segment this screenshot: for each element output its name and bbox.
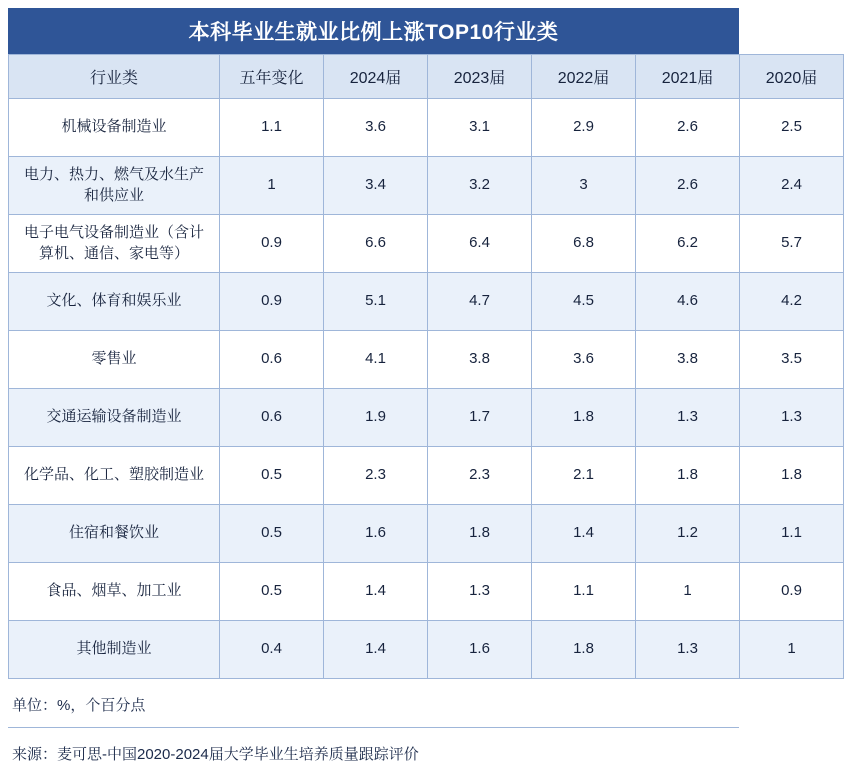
cell-2022: 6.8 — [532, 215, 636, 273]
cell-2022: 3 — [532, 157, 636, 215]
cell-2021: 1.2 — [636, 505, 740, 563]
column-header-2024: 2024届 — [324, 55, 428, 99]
cell-2022: 1.8 — [532, 621, 636, 679]
column-header-five-year-change: 五年变化 — [220, 55, 324, 99]
cell-five-year-change: 0.5 — [220, 505, 324, 563]
table-body — [9, 99, 844, 679]
cell-2024: 5.1 — [324, 273, 428, 331]
cell-five-year-change: 0.9 — [220, 215, 324, 273]
table-row — [9, 447, 844, 505]
cell-2020: 5.7 — [740, 215, 844, 273]
table-header — [9, 55, 844, 99]
cell-2023: 3.8 — [428, 331, 532, 389]
cell-2024: 3.6 — [324, 99, 428, 157]
data-table — [8, 54, 844, 679]
cell-2024: 1.9 — [324, 389, 428, 447]
cell-2023: 3.2 — [428, 157, 532, 215]
cell-2023: 4.7 — [428, 273, 532, 331]
cell-five-year-change: 1 — [220, 157, 324, 215]
cell-2020: 1.8 — [740, 447, 844, 505]
table-row — [9, 99, 844, 157]
table-row — [9, 331, 844, 389]
cell-2020: 0.9 — [740, 563, 844, 621]
cell-2020: 1 — [740, 621, 844, 679]
cell-2022: 2.1 — [532, 447, 636, 505]
cell-2020: 3.5 — [740, 331, 844, 389]
column-header-industry: 行业类 — [9, 55, 220, 99]
row-label: 机械设备制造业 — [9, 99, 220, 157]
table-row — [9, 505, 844, 563]
cell-2020: 4.2 — [740, 273, 844, 331]
cell-five-year-change: 1.1 — [220, 99, 324, 157]
row-label: 其他制造业 — [9, 621, 220, 679]
cell-2021: 4.6 — [636, 273, 740, 331]
cell-2023: 6.4 — [428, 215, 532, 273]
column-header-2020: 2020届 — [740, 55, 844, 99]
cell-five-year-change: 0.5 — [220, 563, 324, 621]
table-row — [9, 157, 844, 215]
cell-2020: 1.1 — [740, 505, 844, 563]
cell-five-year-change: 0.4 — [220, 621, 324, 679]
cell-five-year-change: 0.6 — [220, 389, 324, 447]
cell-2021: 2.6 — [636, 99, 740, 157]
source-note: 来源：麦可思-中国2020-2024届大学毕业生培养质量跟踪评价 — [8, 728, 739, 764]
unit-note: 单位：%，个百分点 — [8, 679, 739, 715]
cell-2023: 1.6 — [428, 621, 532, 679]
column-header-2021: 2021届 — [636, 55, 740, 99]
row-label: 住宿和餐饮业 — [9, 505, 220, 563]
cell-2022: 1.8 — [532, 389, 636, 447]
cell-2022: 1.4 — [532, 505, 636, 563]
cell-2023: 1.8 — [428, 505, 532, 563]
cell-2021: 1.3 — [636, 389, 740, 447]
cell-2021: 3.8 — [636, 331, 740, 389]
cell-2021: 6.2 — [636, 215, 740, 273]
cell-2020: 2.5 — [740, 99, 844, 157]
cell-2022: 1.1 — [532, 563, 636, 621]
cell-2022: 2.9 — [532, 99, 636, 157]
cell-five-year-change: 0.9 — [220, 273, 324, 331]
cell-2023: 1.3 — [428, 563, 532, 621]
cell-2024: 4.1 — [324, 331, 428, 389]
column-header-2022: 2022届 — [532, 55, 636, 99]
row-label: 交通运输设备制造业 — [9, 389, 220, 447]
cell-2024: 3.4 — [324, 157, 428, 215]
table-row — [9, 273, 844, 331]
cell-2024: 1.4 — [324, 621, 428, 679]
column-header-2023: 2023届 — [428, 55, 532, 99]
row-label: 零售业 — [9, 331, 220, 389]
row-label: 文化、体育和娱乐业 — [9, 273, 220, 331]
cell-2024: 6.6 — [324, 215, 428, 273]
row-label: 电子电气设备制造业（含计算机、通信、家电等） — [9, 215, 220, 273]
row-label: 食品、烟草、加工业 — [9, 563, 220, 621]
cell-2024: 1.4 — [324, 563, 428, 621]
cell-2022: 4.5 — [532, 273, 636, 331]
cell-2021: 1 — [636, 563, 740, 621]
cell-2023: 3.1 — [428, 99, 532, 157]
table-header-row — [9, 55, 844, 99]
table-row — [9, 215, 844, 273]
cell-2024: 2.3 — [324, 447, 428, 505]
page-title: 本科毕业生就业比例上涨TOP10行业类 — [8, 8, 739, 54]
cell-five-year-change: 0.5 — [220, 447, 324, 505]
cell-2021: 2.6 — [636, 157, 740, 215]
cell-2020: 2.4 — [740, 157, 844, 215]
cell-2022: 3.6 — [532, 331, 636, 389]
cell-2023: 1.7 — [428, 389, 532, 447]
cell-2023: 2.3 — [428, 447, 532, 505]
row-label: 化学品、化工、塑胶制造业 — [9, 447, 220, 505]
table-row — [9, 621, 844, 679]
table-row — [9, 389, 844, 447]
cell-2024: 1.6 — [324, 505, 428, 563]
cell-five-year-change: 0.6 — [220, 331, 324, 389]
row-label: 电力、热力、燃气及水生产和供应业 — [9, 157, 220, 215]
table-row — [9, 563, 844, 621]
footer — [8, 679, 739, 764]
cell-2021: 1.3 — [636, 621, 740, 679]
cell-2021: 1.8 — [636, 447, 740, 505]
cell-2020: 1.3 — [740, 389, 844, 447]
